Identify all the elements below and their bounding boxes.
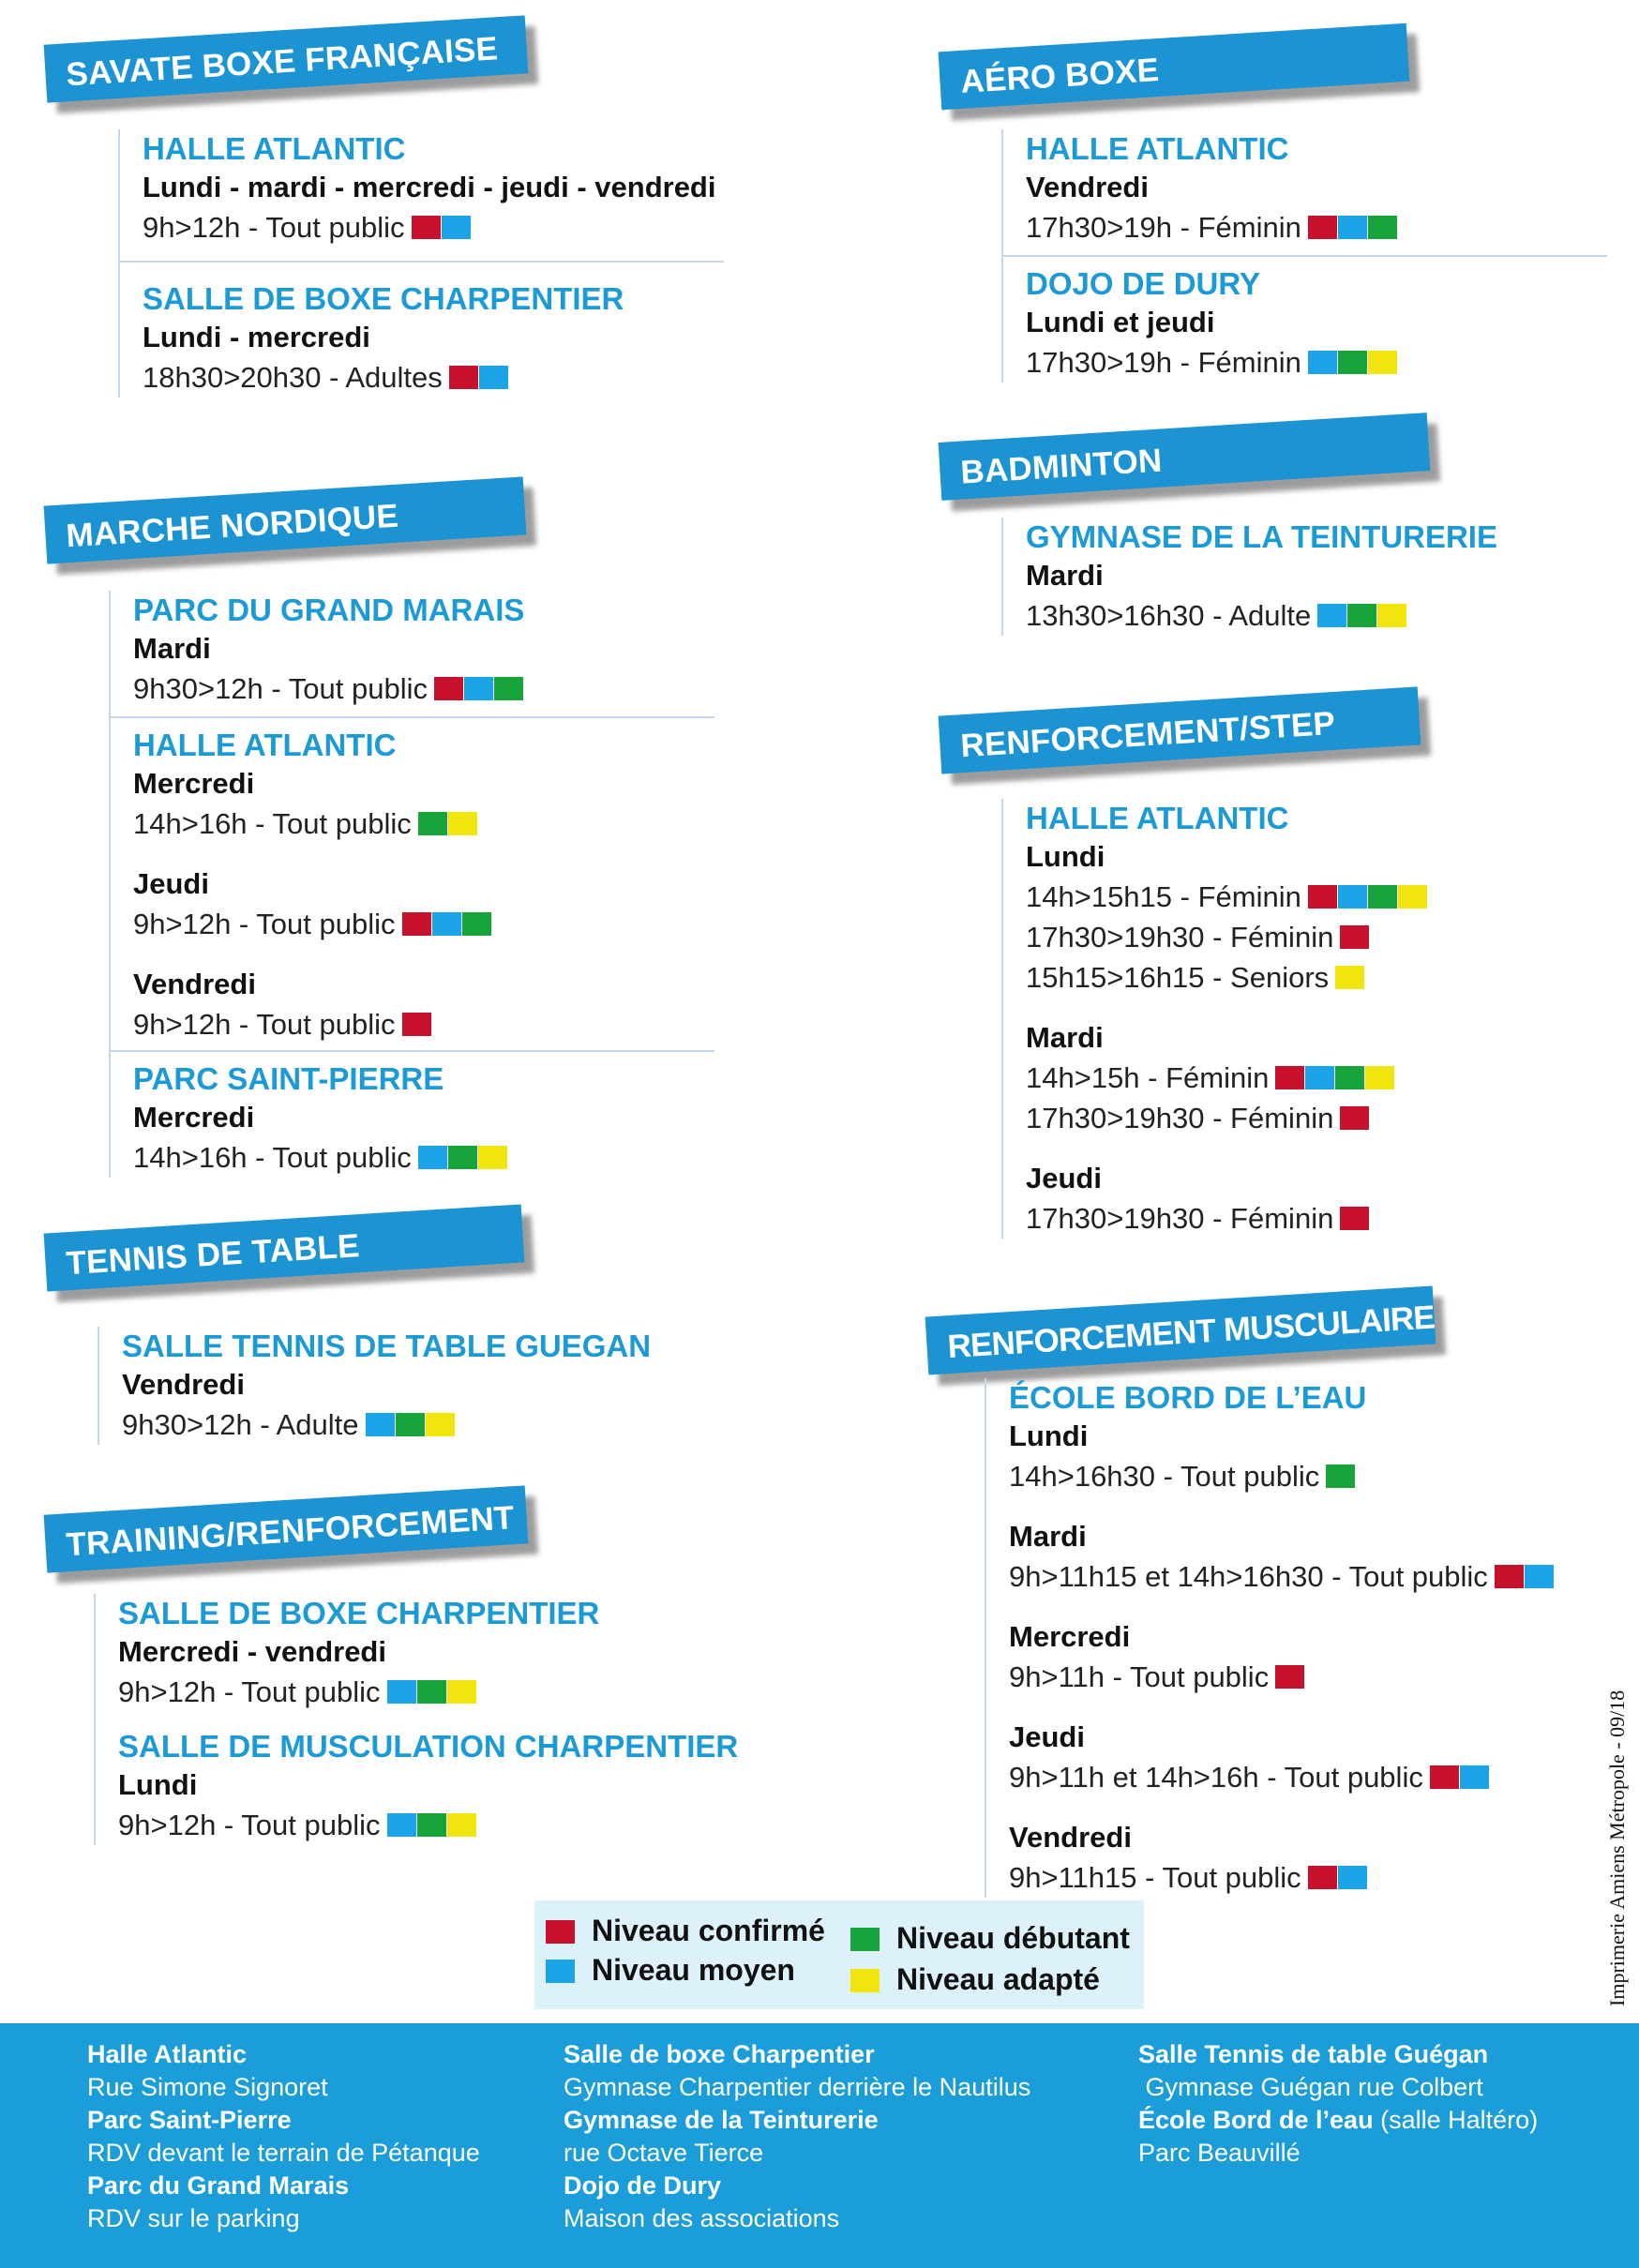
place-name: Gymnase de la Teinturerie bbox=[564, 2106, 879, 2134]
schedule-days: Mardi bbox=[1026, 559, 1104, 592]
place-address: RDV devant le terrain de Pétanque bbox=[87, 2139, 480, 2167]
level-square-adapte bbox=[446, 1812, 477, 1838]
section-title: TRAINING/RENFORCEMENT bbox=[65, 1499, 516, 1564]
level-indicator bbox=[1307, 215, 1397, 240]
schedule-days: Jeudi bbox=[1009, 1720, 1085, 1753]
footer-column-1 bbox=[87, 2038, 480, 2235]
level-square-confirme bbox=[411, 215, 442, 240]
level-square-confirme bbox=[1339, 1206, 1370, 1231]
venue-name: SALLE TENNIS DE TABLE GUEGAN bbox=[122, 1329, 652, 1363]
time-slot: 17h30>19h30 - Féminin bbox=[1026, 917, 1607, 957]
level-square-moyen bbox=[386, 1812, 417, 1838]
level-square-moyen bbox=[1337, 884, 1368, 909]
schedule-days: Lundi bbox=[1009, 1419, 1089, 1452]
time-slot: 9h>12h - Tout public bbox=[133, 904, 714, 944]
venue-name: HALLE ATLANTIC bbox=[133, 728, 397, 762]
section-banner-training bbox=[44, 1485, 529, 1572]
time-slot: 13h30>16h30 - Adulte bbox=[1026, 595, 1607, 636]
level-indicator bbox=[417, 811, 477, 836]
schedule-days: Jeudi bbox=[133, 867, 209, 900]
schedule-days: Mercredi bbox=[1009, 1620, 1131, 1653]
time-slot: 9h>11h - Tout public bbox=[1009, 1657, 1628, 1697]
section-title: MARCHE NORDIQUE bbox=[65, 497, 400, 555]
printer-credit: Imprimerie Amiens Métropole - 09/18 bbox=[1605, 1690, 1629, 2006]
section-aero-boxe bbox=[1001, 129, 1607, 383]
place-address: rue Octave Tierce bbox=[564, 2139, 764, 2167]
level-square-confirme bbox=[1307, 1865, 1338, 1890]
time-slot: 9h30>12h - Adulte bbox=[122, 1404, 703, 1445]
section-tennis-de-table bbox=[98, 1327, 703, 1445]
time-slot: 15h15>16h15 - Seniors bbox=[1026, 957, 1607, 998]
venue-name: GYMNASE DE LA TEINTURERIE bbox=[1026, 519, 1497, 554]
level-indicator bbox=[448, 365, 508, 390]
level-square-debutant bbox=[1334, 1065, 1365, 1090]
time-slot: 9h>11h et 14h>16h - Tout public bbox=[1009, 1757, 1628, 1797]
level-square-moyen bbox=[1304, 1065, 1335, 1090]
section-renforcement-step bbox=[1001, 799, 1607, 1239]
level-indicator bbox=[1429, 1765, 1489, 1790]
time-slot: 17h30>19h30 - Féminin bbox=[1026, 1198, 1607, 1239]
schedule-days: Lundi et jeudi bbox=[1026, 306, 1215, 338]
level-square-moyen bbox=[1524, 1564, 1555, 1589]
footer-column-3 bbox=[1138, 2038, 1538, 2170]
time-slot: 17h30>19h30 - Féminin bbox=[1026, 1098, 1607, 1138]
schedule-days: Lundi bbox=[118, 1768, 198, 1801]
schedule-days: Mercredi bbox=[133, 1101, 255, 1134]
venue-name: ÉCOLE BORD DE L’EAU bbox=[1009, 1380, 1367, 1415]
level-square-moyen bbox=[441, 215, 472, 240]
schedule-days: Lundi - mercredi bbox=[143, 321, 370, 353]
time-slot: 14h>15h15 - Féminin bbox=[1026, 877, 1607, 917]
time-slot: 9h30>12h - Tout public bbox=[133, 668, 714, 709]
section-banner-aero bbox=[939, 23, 1410, 110]
footer-column-2 bbox=[564, 2038, 1030, 2235]
level-square-moyen bbox=[1337, 215, 1368, 240]
section-banner-step bbox=[939, 686, 1421, 774]
section-title: RENFORCEMENT/STEP bbox=[959, 704, 1337, 765]
level-indicator bbox=[1307, 884, 1427, 909]
level-square-moyen bbox=[431, 911, 462, 937]
time-slot: 9h>12h - Tout public bbox=[133, 1004, 714, 1044]
level-square-debutant bbox=[1337, 350, 1368, 375]
divider bbox=[120, 261, 724, 263]
place-address: Rue Simone Signoret bbox=[87, 2073, 328, 2101]
level-square-confirme bbox=[401, 1012, 432, 1037]
level-square-confirme bbox=[1339, 924, 1370, 950]
level-square-debutant bbox=[417, 811, 448, 836]
level-square-moyen bbox=[365, 1412, 396, 1437]
level-square-moyen bbox=[386, 1679, 417, 1705]
level-indicator bbox=[1334, 965, 1364, 990]
schedule-days: Vendredi bbox=[1026, 171, 1149, 203]
footer-addresses bbox=[0, 2023, 1639, 2268]
level-square-confirme bbox=[448, 365, 479, 390]
level-square-debutant bbox=[416, 1679, 447, 1705]
level-square-debutant bbox=[447, 1145, 478, 1170]
legend-swatch bbox=[850, 1928, 880, 1951]
schedule-days: Mercredi - vendredi bbox=[118, 1635, 386, 1668]
place-name: Parc Saint-Pierre bbox=[87, 2106, 292, 2134]
level-square-adapte bbox=[1376, 603, 1407, 628]
venue-name: SALLE DE BOXE CHARPENTIER bbox=[118, 1596, 600, 1630]
schedule-days: Vendredi bbox=[122, 1368, 245, 1401]
time-slot: 14h>16h30 - Tout public bbox=[1009, 1456, 1628, 1496]
venue-name: DOJO DE DURY bbox=[1026, 266, 1260, 301]
level-legend bbox=[534, 1900, 1144, 2009]
level-square-moyen bbox=[1337, 1865, 1368, 1890]
level-square-debutant bbox=[1325, 1464, 1356, 1489]
place-note: (salle Haltéro) bbox=[1373, 2106, 1539, 2134]
time-slot: 14h>16h - Tout public bbox=[133, 804, 714, 844]
level-indicator bbox=[1316, 603, 1406, 628]
section-banner-savate bbox=[44, 15, 529, 102]
schedule-days: Vendredi bbox=[133, 968, 256, 1000]
level-indicator bbox=[1307, 350, 1397, 375]
section-banner-marche bbox=[44, 476, 527, 563]
level-square-confirme bbox=[1339, 1105, 1370, 1131]
legend-item-debutant: Niveau débutant bbox=[850, 1921, 1130, 1956]
legend-item-adapte: Niveau adapté bbox=[850, 1962, 1100, 1997]
level-square-confirme bbox=[1274, 1065, 1305, 1090]
schedule-days: Mardi bbox=[1026, 1021, 1104, 1054]
section-title: TENNIS DE TABLE bbox=[65, 1227, 361, 1283]
time-slot: 9h>12h - Tout public bbox=[143, 207, 724, 248]
level-square-moyen bbox=[1459, 1765, 1490, 1790]
time-slot: 9h>11h15 - Tout public bbox=[1009, 1857, 1628, 1898]
legend-swatch bbox=[546, 1960, 575, 1983]
time-slot: 14h>15h - Féminin bbox=[1026, 1058, 1607, 1098]
level-indicator bbox=[386, 1679, 476, 1705]
level-square-adapte bbox=[1364, 1065, 1395, 1090]
level-square-moyen bbox=[1307, 350, 1338, 375]
section-banner-badminton bbox=[939, 413, 1431, 501]
section-title: BADMINTON bbox=[959, 442, 1164, 491]
place-address: Gymnase Guégan rue Colbert bbox=[1138, 2073, 1483, 2101]
level-square-adapte bbox=[1397, 884, 1428, 909]
level-square-confirme bbox=[433, 676, 464, 701]
level-square-debutant bbox=[461, 911, 492, 937]
level-square-adapte bbox=[447, 811, 478, 836]
level-indicator bbox=[411, 215, 471, 240]
level-indicator bbox=[365, 1412, 455, 1437]
place-name: Salle de boxe Charpentier bbox=[564, 2040, 875, 2068]
time-slot: 9h>11h15 et 14h>16h30 - Tout public bbox=[1009, 1556, 1628, 1597]
level-square-confirme bbox=[1307, 884, 1338, 909]
place-name-line bbox=[1138, 2104, 1538, 2137]
level-square-debutant bbox=[1367, 884, 1398, 909]
schedule-days: Vendredi bbox=[1009, 1821, 1132, 1854]
level-square-debutant bbox=[493, 676, 524, 701]
section-badminton bbox=[1001, 518, 1607, 636]
level-indicator bbox=[1307, 1865, 1367, 1890]
time-slot: 9h>12h - Tout public bbox=[118, 1805, 756, 1845]
level-square-confirme bbox=[1274, 1664, 1305, 1690]
schedule-days: Mardi bbox=[1009, 1520, 1087, 1553]
level-indicator bbox=[1339, 924, 1369, 950]
level-indicator bbox=[1339, 1105, 1369, 1131]
level-indicator bbox=[1274, 1664, 1304, 1690]
level-square-confirme bbox=[1307, 215, 1338, 240]
level-square-adapte bbox=[1334, 965, 1365, 990]
section-savate bbox=[118, 129, 724, 398]
place-name: Salle Tennis de table Guégan bbox=[1138, 2040, 1489, 2068]
level-square-moyen bbox=[1316, 603, 1347, 628]
legend-swatch bbox=[850, 1969, 880, 1992]
level-indicator bbox=[1325, 1464, 1355, 1489]
schedule-days: Mardi bbox=[133, 632, 211, 665]
place-address: Gymnase Charpentier derrière le Nautilus bbox=[564, 2073, 1031, 2101]
level-square-confirme bbox=[1429, 1765, 1460, 1790]
level-square-debutant bbox=[1346, 603, 1377, 628]
section-training bbox=[94, 1594, 756, 1845]
time-slot: 9h>12h - Tout public bbox=[118, 1672, 756, 1712]
venue-name: PARC SAINT-PIERRE bbox=[133, 1061, 444, 1096]
schedule-days: Lundi bbox=[1026, 840, 1105, 873]
place-address: Parc Beauvillé bbox=[1138, 2139, 1301, 2167]
level-square-debutant bbox=[416, 1812, 447, 1838]
level-square-debutant bbox=[1367, 215, 1398, 240]
level-square-moyen bbox=[463, 676, 494, 701]
level-square-adapte bbox=[425, 1412, 456, 1437]
place-name: École Bord de l’eau bbox=[1138, 2106, 1374, 2134]
divider bbox=[111, 716, 714, 718]
level-indicator bbox=[1339, 1206, 1369, 1231]
section-renforcement-musculaire bbox=[985, 1378, 1628, 1898]
place-name: Dojo de Dury bbox=[564, 2171, 722, 2200]
legend-swatch bbox=[546, 1920, 575, 1944]
time-slot: 14h>16h - Tout public bbox=[133, 1137, 714, 1178]
place-name: Halle Atlantic bbox=[87, 2040, 248, 2068]
level-square-confirme bbox=[401, 911, 432, 937]
venue-name: PARC DU GRAND MARAIS bbox=[133, 593, 525, 627]
time-slot: 17h30>19h - Féminin bbox=[1026, 342, 1607, 383]
level-indicator bbox=[386, 1812, 476, 1838]
level-indicator bbox=[1494, 1564, 1554, 1589]
venue-name: HALLE ATLANTIC bbox=[1026, 801, 1289, 835]
level-square-adapte bbox=[1367, 350, 1398, 375]
schedule-days: Mercredi bbox=[133, 767, 255, 800]
venue-name: HALLE ATLANTIC bbox=[143, 131, 406, 166]
level-square-moyen bbox=[478, 365, 509, 390]
venue-name: SALLE DE BOXE CHARPENTIER bbox=[143, 281, 624, 316]
place-name: Parc du Grand Marais bbox=[87, 2171, 350, 2200]
level-square-debutant bbox=[395, 1412, 426, 1437]
legend-item-confirme: Niveau confirmé bbox=[546, 1914, 825, 1948]
level-indicator bbox=[433, 676, 523, 701]
venue-name: SALLE DE MUSCULATION CHARPENTIER bbox=[118, 1729, 739, 1764]
level-indicator bbox=[401, 1012, 431, 1037]
level-indicator bbox=[417, 1145, 507, 1170]
place-address: Maison des associations bbox=[564, 2204, 840, 2232]
place-address: RDV sur le parking bbox=[87, 2204, 300, 2232]
section-banner-tennis bbox=[44, 1204, 525, 1291]
section-title: RENFORCEMENT MUSCULAIRE bbox=[946, 1299, 1436, 1366]
section-title: SAVATE BOXE FRANÇAISE bbox=[65, 30, 500, 94]
level-square-confirme bbox=[1494, 1564, 1525, 1589]
level-square-moyen bbox=[417, 1145, 448, 1170]
time-slot: 18h30>20h30 - Adultes bbox=[143, 357, 724, 398]
section-marche-nordique bbox=[109, 591, 714, 1178]
section-title: AÉRO BOXE bbox=[959, 52, 1161, 100]
legend-item-moyen: Niveau moyen bbox=[546, 1953, 795, 1988]
time-slot: 17h30>19h - Féminin bbox=[1026, 207, 1607, 248]
level-indicator bbox=[401, 911, 491, 937]
level-indicator bbox=[1274, 1065, 1394, 1090]
divider bbox=[1003, 255, 1607, 257]
level-square-adapte bbox=[477, 1145, 508, 1170]
venue-name: HALLE ATLANTIC bbox=[1026, 131, 1289, 166]
schedule-days: Jeudi bbox=[1026, 1162, 1102, 1194]
level-square-adapte bbox=[446, 1679, 477, 1705]
section-banner-musculaire bbox=[925, 1286, 1436, 1375]
divider bbox=[111, 1050, 714, 1052]
schedule-days: Lundi - mardi - mercredi - jeudi - vendredi bbox=[143, 171, 716, 203]
